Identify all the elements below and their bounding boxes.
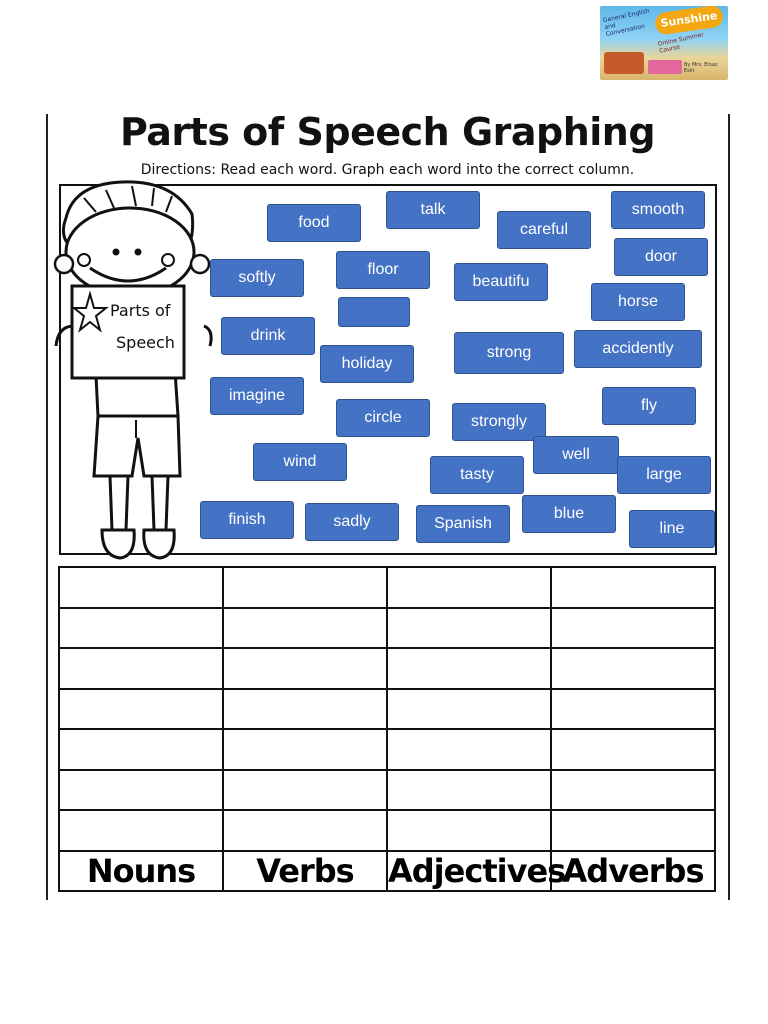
beach-chair-icon <box>604 52 644 74</box>
column-label-nouns: Nouns <box>59 851 223 892</box>
graph-cell[interactable] <box>59 770 223 811</box>
graph-cell[interactable] <box>223 689 387 730</box>
graph-row <box>59 729 715 770</box>
column-label-adjectives: Adjectives <box>388 851 566 890</box>
word-tile[interactable]: holiday <box>320 345 414 383</box>
graph-cell[interactable] <box>387 770 551 811</box>
graph-cell[interactable] <box>59 729 223 770</box>
word-tile[interactable]: accidently <box>574 330 702 368</box>
graph-cell[interactable] <box>551 689 715 730</box>
graph-cell[interactable] <box>387 648 551 689</box>
graph-row <box>59 648 715 689</box>
word-tile[interactable]: tasty <box>430 456 524 494</box>
graph-cell[interactable] <box>551 770 715 811</box>
column-labels-row <box>59 851 715 892</box>
word-tile[interactable]: drink <box>221 317 315 355</box>
column-label-verbs: Verbs <box>223 851 387 892</box>
word-tile[interactable]: blue <box>522 495 616 533</box>
graph-cell[interactable] <box>387 729 551 770</box>
word-tile[interactable]: well <box>533 436 619 474</box>
word-tile[interactable]: smooth <box>611 191 705 229</box>
graph-cell[interactable] <box>551 567 715 608</box>
graph-cell[interactable] <box>551 608 715 649</box>
graph-cell[interactable] <box>223 770 387 811</box>
graph-row <box>59 689 715 730</box>
graph-cell[interactable] <box>59 567 223 608</box>
graph-cell[interactable] <box>59 689 223 730</box>
graph-cell[interactable] <box>59 648 223 689</box>
word-tile[interactable]: imagine <box>210 377 304 415</box>
word-tile[interactable]: careful <box>497 211 591 249</box>
word-tile[interactable]: food <box>267 204 361 242</box>
graph-row <box>59 770 715 811</box>
logo-line1: General English and Conversation <box>602 7 651 38</box>
word-tile[interactable]: Spanish <box>416 505 510 543</box>
graph-row <box>59 810 715 851</box>
word-tile[interactable]: horse <box>591 283 685 321</box>
page-title: Parts of Speech Graphing <box>119 110 656 154</box>
word-tile[interactable]: floor <box>336 251 430 289</box>
word-tile[interactable]: strongly <box>452 403 546 441</box>
word-tile[interactable]: circle <box>336 399 430 437</box>
graph-cell[interactable] <box>223 729 387 770</box>
word-tile[interactable]: finish <box>200 501 294 539</box>
graph-cell[interactable] <box>59 608 223 649</box>
sign-line2: Speech <box>116 333 175 352</box>
graph-cell[interactable] <box>387 810 551 851</box>
graph-cell[interactable] <box>551 648 715 689</box>
course-logo <box>600 6 728 80</box>
directions-text: Directions: Read each word. Graph each word into the correct column. <box>140 162 635 178</box>
graph-cell[interactable] <box>387 608 551 649</box>
logo-line3: By Mrs. Elnaz Eslir <box>684 62 718 74</box>
graph-row <box>59 567 715 608</box>
sign-line1: Parts of <box>110 301 171 320</box>
graph-cell[interactable] <box>551 810 715 851</box>
column-label-adverbs: Adverbs <box>551 851 715 892</box>
word-tile[interactable]: beautifu <box>454 263 548 301</box>
graph-cell[interactable] <box>387 689 551 730</box>
graph-cell[interactable] <box>223 608 387 649</box>
word-tile[interactable]: softly <box>210 259 304 297</box>
towel-icon <box>648 60 682 74</box>
graph-cell[interactable] <box>387 567 551 608</box>
graph-row <box>59 608 715 649</box>
word-tile[interactable]: line <box>629 510 715 548</box>
graph-cell[interactable] <box>223 648 387 689</box>
word-tile[interactable]: wind <box>253 443 347 481</box>
logo-line2: Online Summer Course <box>657 31 705 55</box>
logo-brand: Sunshine <box>654 6 724 36</box>
word-tile[interactable]: door <box>614 238 708 276</box>
graph-table <box>58 566 716 892</box>
word-tile[interactable]: talk <box>386 191 480 229</box>
graph-cell[interactable] <box>223 567 387 608</box>
word-tile[interactable]: large <box>617 456 711 494</box>
graph-cell[interactable] <box>59 810 223 851</box>
word-tile-blank[interactable] <box>338 297 410 327</box>
word-tile[interactable]: fly <box>602 387 696 425</box>
word-tile[interactable]: sadly <box>305 503 399 541</box>
graph-cell[interactable] <box>223 810 387 851</box>
page-right-border <box>728 114 730 900</box>
graph-cell[interactable] <box>551 729 715 770</box>
word-tile[interactable]: strong <box>454 332 564 374</box>
